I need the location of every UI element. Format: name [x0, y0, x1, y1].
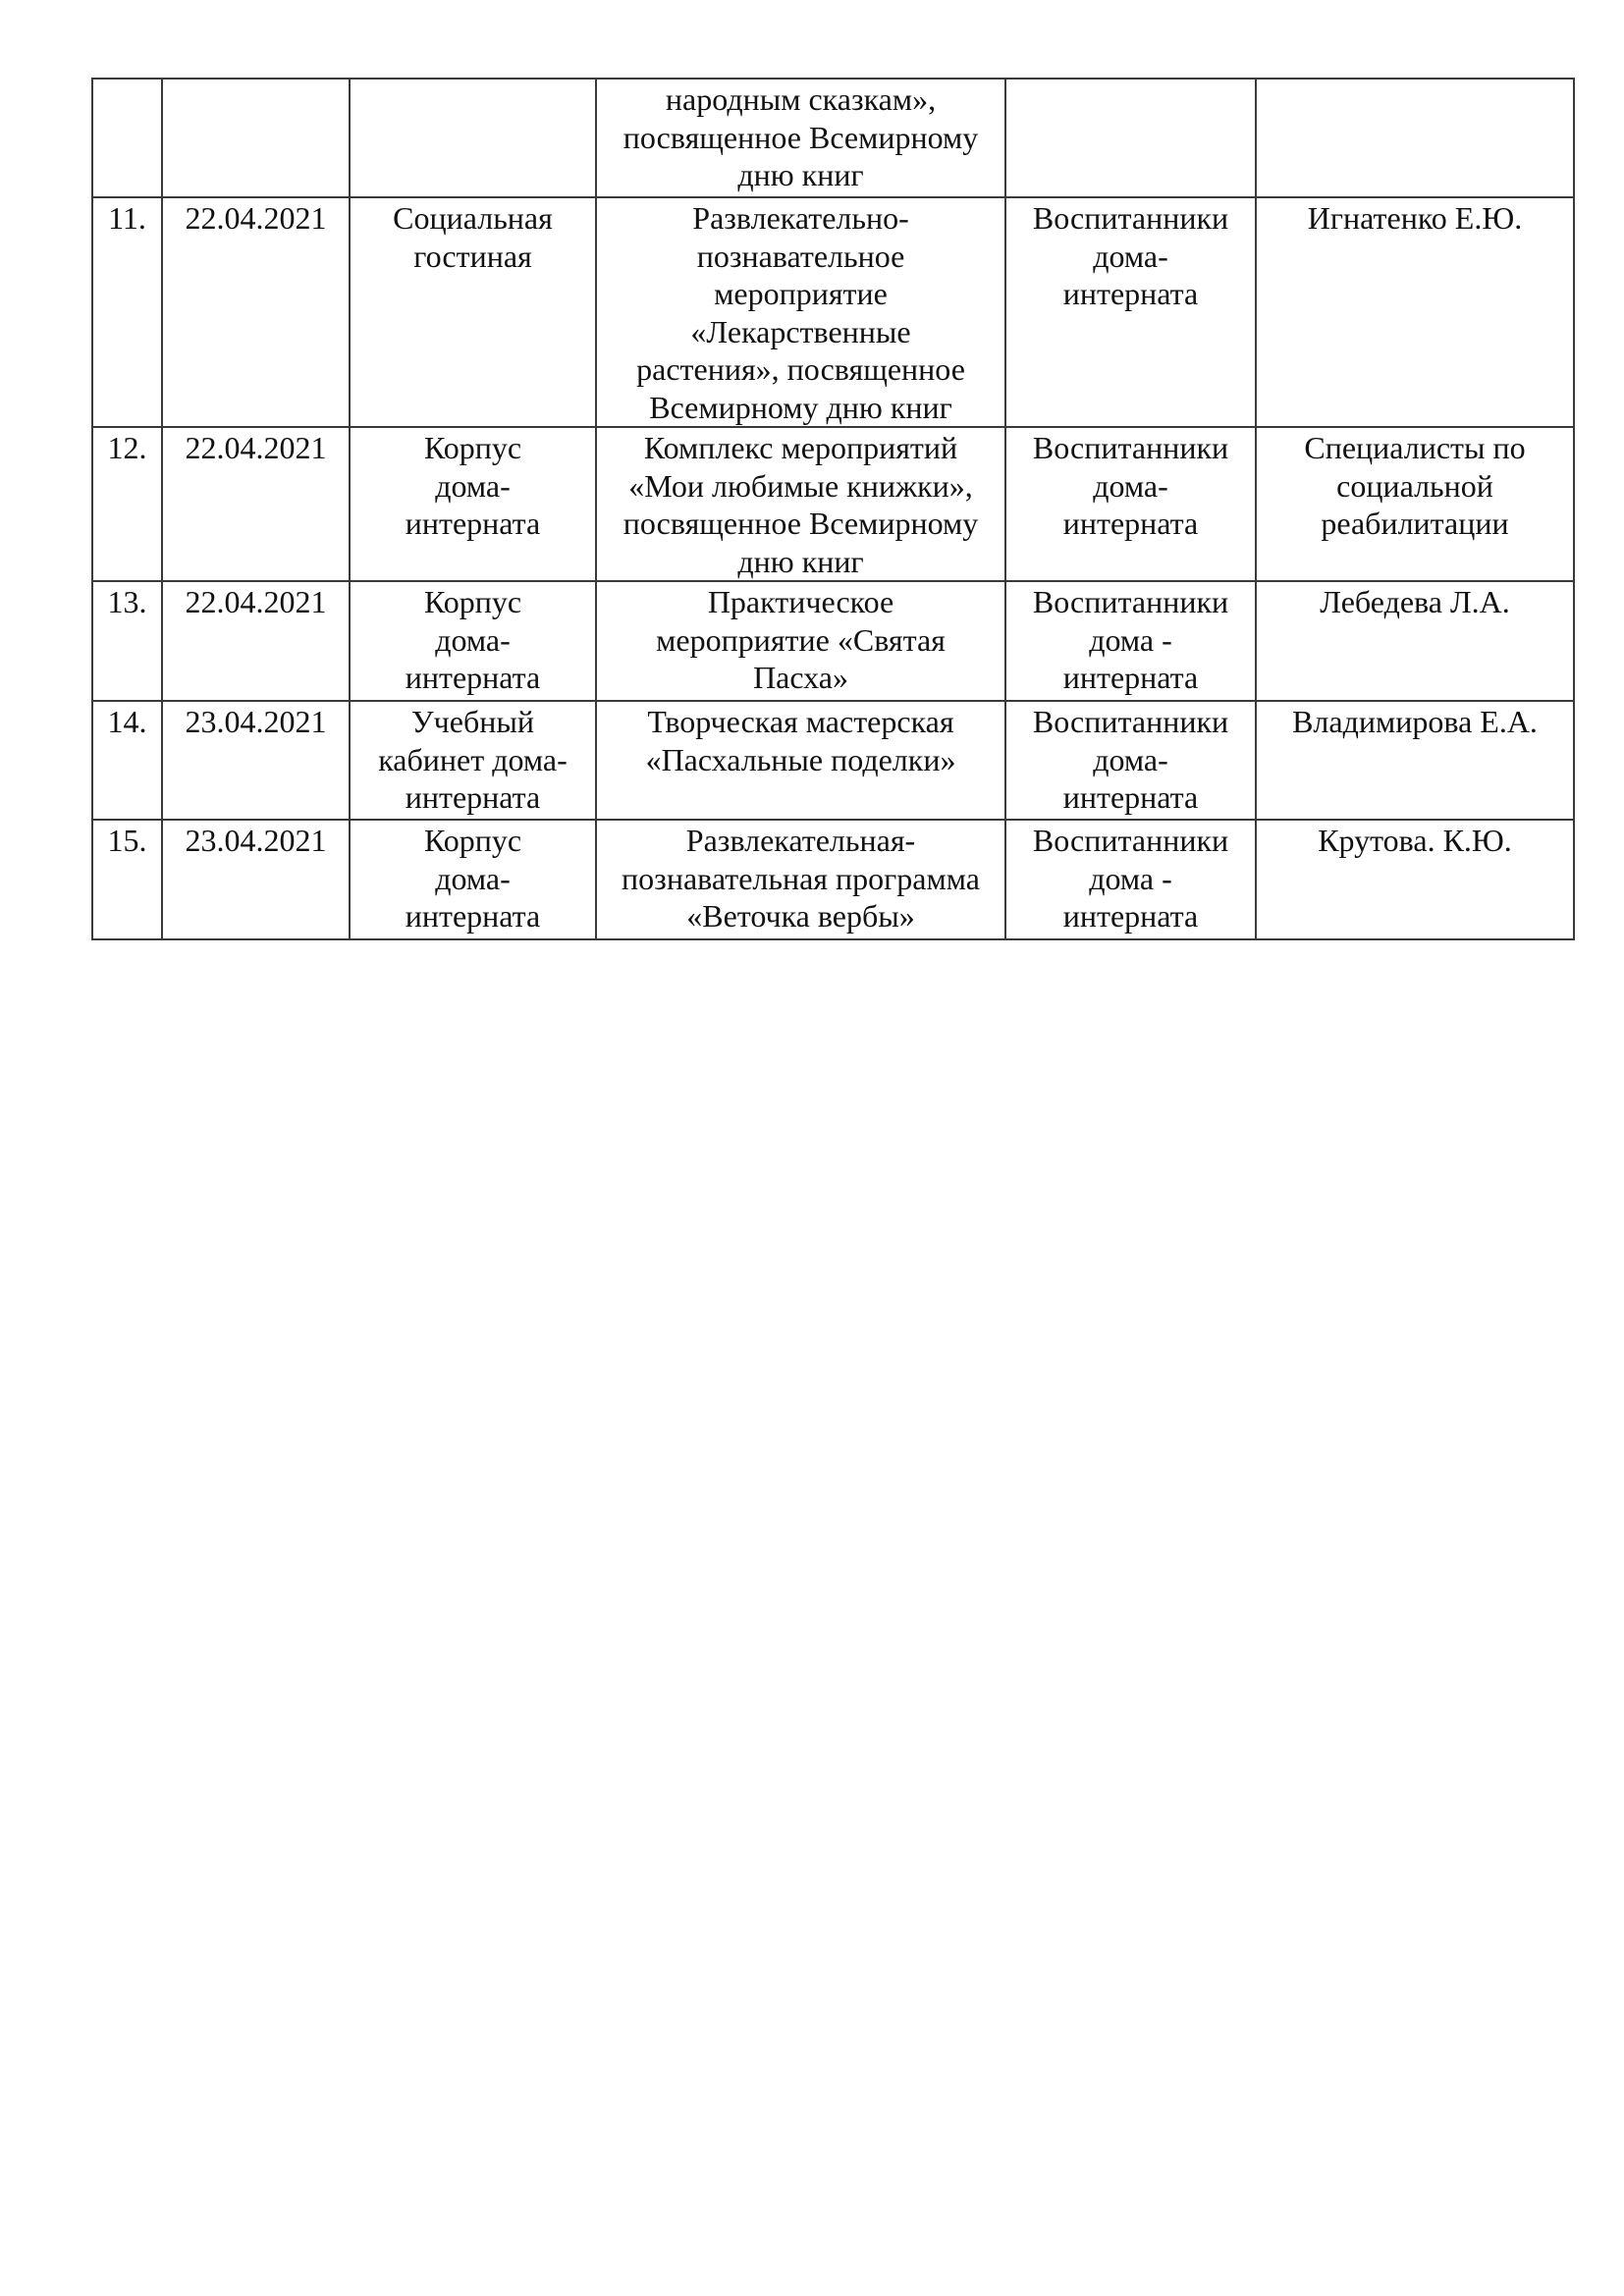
- cell-responsible: [1256, 79, 1574, 197]
- cell-date: [162, 79, 350, 197]
- responsible-line: социальной: [1336, 467, 1493, 504]
- participants-line: дома-: [1093, 467, 1168, 504]
- place-line: интерната: [405, 779, 541, 815]
- place-line: интерната: [405, 898, 541, 934]
- cell-date: [162, 197, 350, 427]
- cell-responsible: [1256, 581, 1574, 701]
- responsible-line: реабилитации: [1321, 506, 1509, 541]
- place-line: Корпус: [423, 430, 522, 465]
- row-number: 13.: [107, 584, 147, 619]
- event-line: Творческая мастерская: [647, 704, 954, 739]
- event-line: «Мои любимые книжки»,: [628, 467, 973, 504]
- place-line: интерната: [405, 506, 541, 541]
- event-line: мероприятие: [714, 276, 888, 311]
- responsible-line: Крутова. К.Ю.: [1318, 823, 1512, 858]
- event-line: дню книг: [737, 543, 864, 579]
- event-date: 23.04.2021: [185, 823, 327, 858]
- participants-line: Воспитанники: [1032, 200, 1229, 236]
- cell-date: [162, 820, 350, 939]
- event-line: посвященное Всемирному: [623, 119, 979, 155]
- event-line: мероприятие «Святая: [656, 621, 946, 658]
- row-number: 14.: [107, 704, 147, 739]
- event-line: «Лекарственные: [690, 313, 911, 349]
- event-line: Развлекательно-: [692, 200, 909, 236]
- cell-responsible: [1256, 197, 1574, 427]
- event-line: Пасха»: [753, 660, 848, 695]
- cell-date: [162, 701, 350, 820]
- cell-responsible: [1256, 820, 1574, 939]
- cell-date: [162, 581, 350, 701]
- cell-date: [162, 427, 350, 581]
- cell-participants: [1005, 427, 1256, 581]
- cell-event: [596, 427, 1005, 581]
- event-date: 22.04.2021: [185, 584, 327, 619]
- participants-line: интерната: [1062, 506, 1199, 541]
- cell-number: [92, 701, 162, 820]
- participants-line: Воспитанники: [1032, 823, 1229, 858]
- row-number: 15.: [107, 823, 147, 858]
- table-row: [92, 820, 1574, 939]
- participants-line: интерната: [1062, 898, 1199, 934]
- cell-event: [596, 79, 1005, 197]
- responsible-line: Специалисты по: [1304, 430, 1526, 465]
- participants-line: дома-: [1093, 238, 1168, 274]
- cell-place: [350, 197, 596, 427]
- event-date: 22.04.2021: [185, 430, 327, 465]
- cell-event: [596, 581, 1005, 701]
- event-date: 23.04.2021: [185, 704, 327, 739]
- responsible-line: Лебедева Л.А.: [1320, 584, 1510, 619]
- event-line: растения», посвященное: [636, 351, 965, 387]
- cell-participants: [1005, 701, 1256, 820]
- place-line: Учебный: [411, 704, 534, 739]
- cell-event: [596, 701, 1005, 820]
- table-row: [92, 701, 1574, 820]
- cell-number: [92, 427, 162, 581]
- cell-place: [350, 701, 596, 820]
- responsible-line: Игнатенко Е.Ю.: [1307, 200, 1523, 236]
- event-line: Развлекательная-: [685, 823, 916, 858]
- cell-place: [350, 427, 596, 581]
- cell-number: [92, 197, 162, 427]
- place-line: Корпус: [423, 584, 522, 619]
- event-line: Всемирному дню книг: [649, 389, 952, 425]
- event-line: народным сказкам»,: [665, 81, 937, 117]
- event-line: «Веточка вербы»: [686, 898, 915, 934]
- place-line: гостиная: [413, 238, 532, 274]
- participants-line: дома -: [1089, 860, 1172, 896]
- events-table: [91, 78, 1575, 940]
- event-line: познавательная программа: [622, 860, 980, 896]
- place-line: дома-: [435, 621, 511, 658]
- participants-line: дома-: [1093, 741, 1168, 777]
- participants-line: Воспитанники: [1032, 584, 1229, 619]
- place-line: дома-: [435, 860, 511, 896]
- cell-responsible: [1256, 427, 1574, 581]
- cell-responsible: [1256, 701, 1574, 820]
- row-number: 12.: [107, 430, 147, 465]
- responsible-line: Владимирова Е.А.: [1292, 704, 1538, 739]
- cell-place: [350, 820, 596, 939]
- table-row: [92, 581, 1574, 701]
- participants-line: интерната: [1062, 276, 1199, 311]
- participants-line: Воспитанники: [1032, 430, 1229, 465]
- participants-line: интерната: [1062, 660, 1199, 695]
- participants-line: Воспитанники: [1032, 704, 1229, 739]
- event-line: познавательное: [696, 238, 905, 274]
- event-line: посвященное Всемирному: [623, 506, 979, 541]
- event-line: дню книг: [737, 157, 864, 192]
- place-line: кабинет дома-: [378, 741, 568, 777]
- event-line: Практическое: [707, 584, 894, 619]
- table-row: [92, 197, 1574, 427]
- place-line: Социальная: [393, 200, 553, 236]
- place-line: Корпус: [423, 823, 522, 858]
- place-line: дома-: [435, 467, 511, 504]
- participants-line: дома -: [1089, 621, 1172, 658]
- cell-place: [350, 79, 596, 197]
- cell-participants: [1005, 581, 1256, 701]
- event-line: Комплекс мероприятий: [643, 430, 958, 465]
- cell-number: [92, 79, 162, 197]
- row-number: 11.: [108, 200, 146, 236]
- cell-number: [92, 581, 162, 701]
- cell-number: [92, 820, 162, 939]
- event-line: «Пасхальные поделки»: [645, 741, 956, 777]
- cell-event: [596, 820, 1005, 939]
- table-row: [92, 79, 1574, 197]
- participants-line: интерната: [1062, 779, 1199, 815]
- cell-participants: [1005, 79, 1256, 197]
- cell-place: [350, 581, 596, 701]
- cell-participants: [1005, 197, 1256, 427]
- event-date: 22.04.2021: [185, 200, 327, 236]
- place-line: интерната: [405, 660, 541, 695]
- cell-participants: [1005, 820, 1256, 939]
- cell-event: [596, 197, 1005, 427]
- table-row: [92, 427, 1574, 581]
